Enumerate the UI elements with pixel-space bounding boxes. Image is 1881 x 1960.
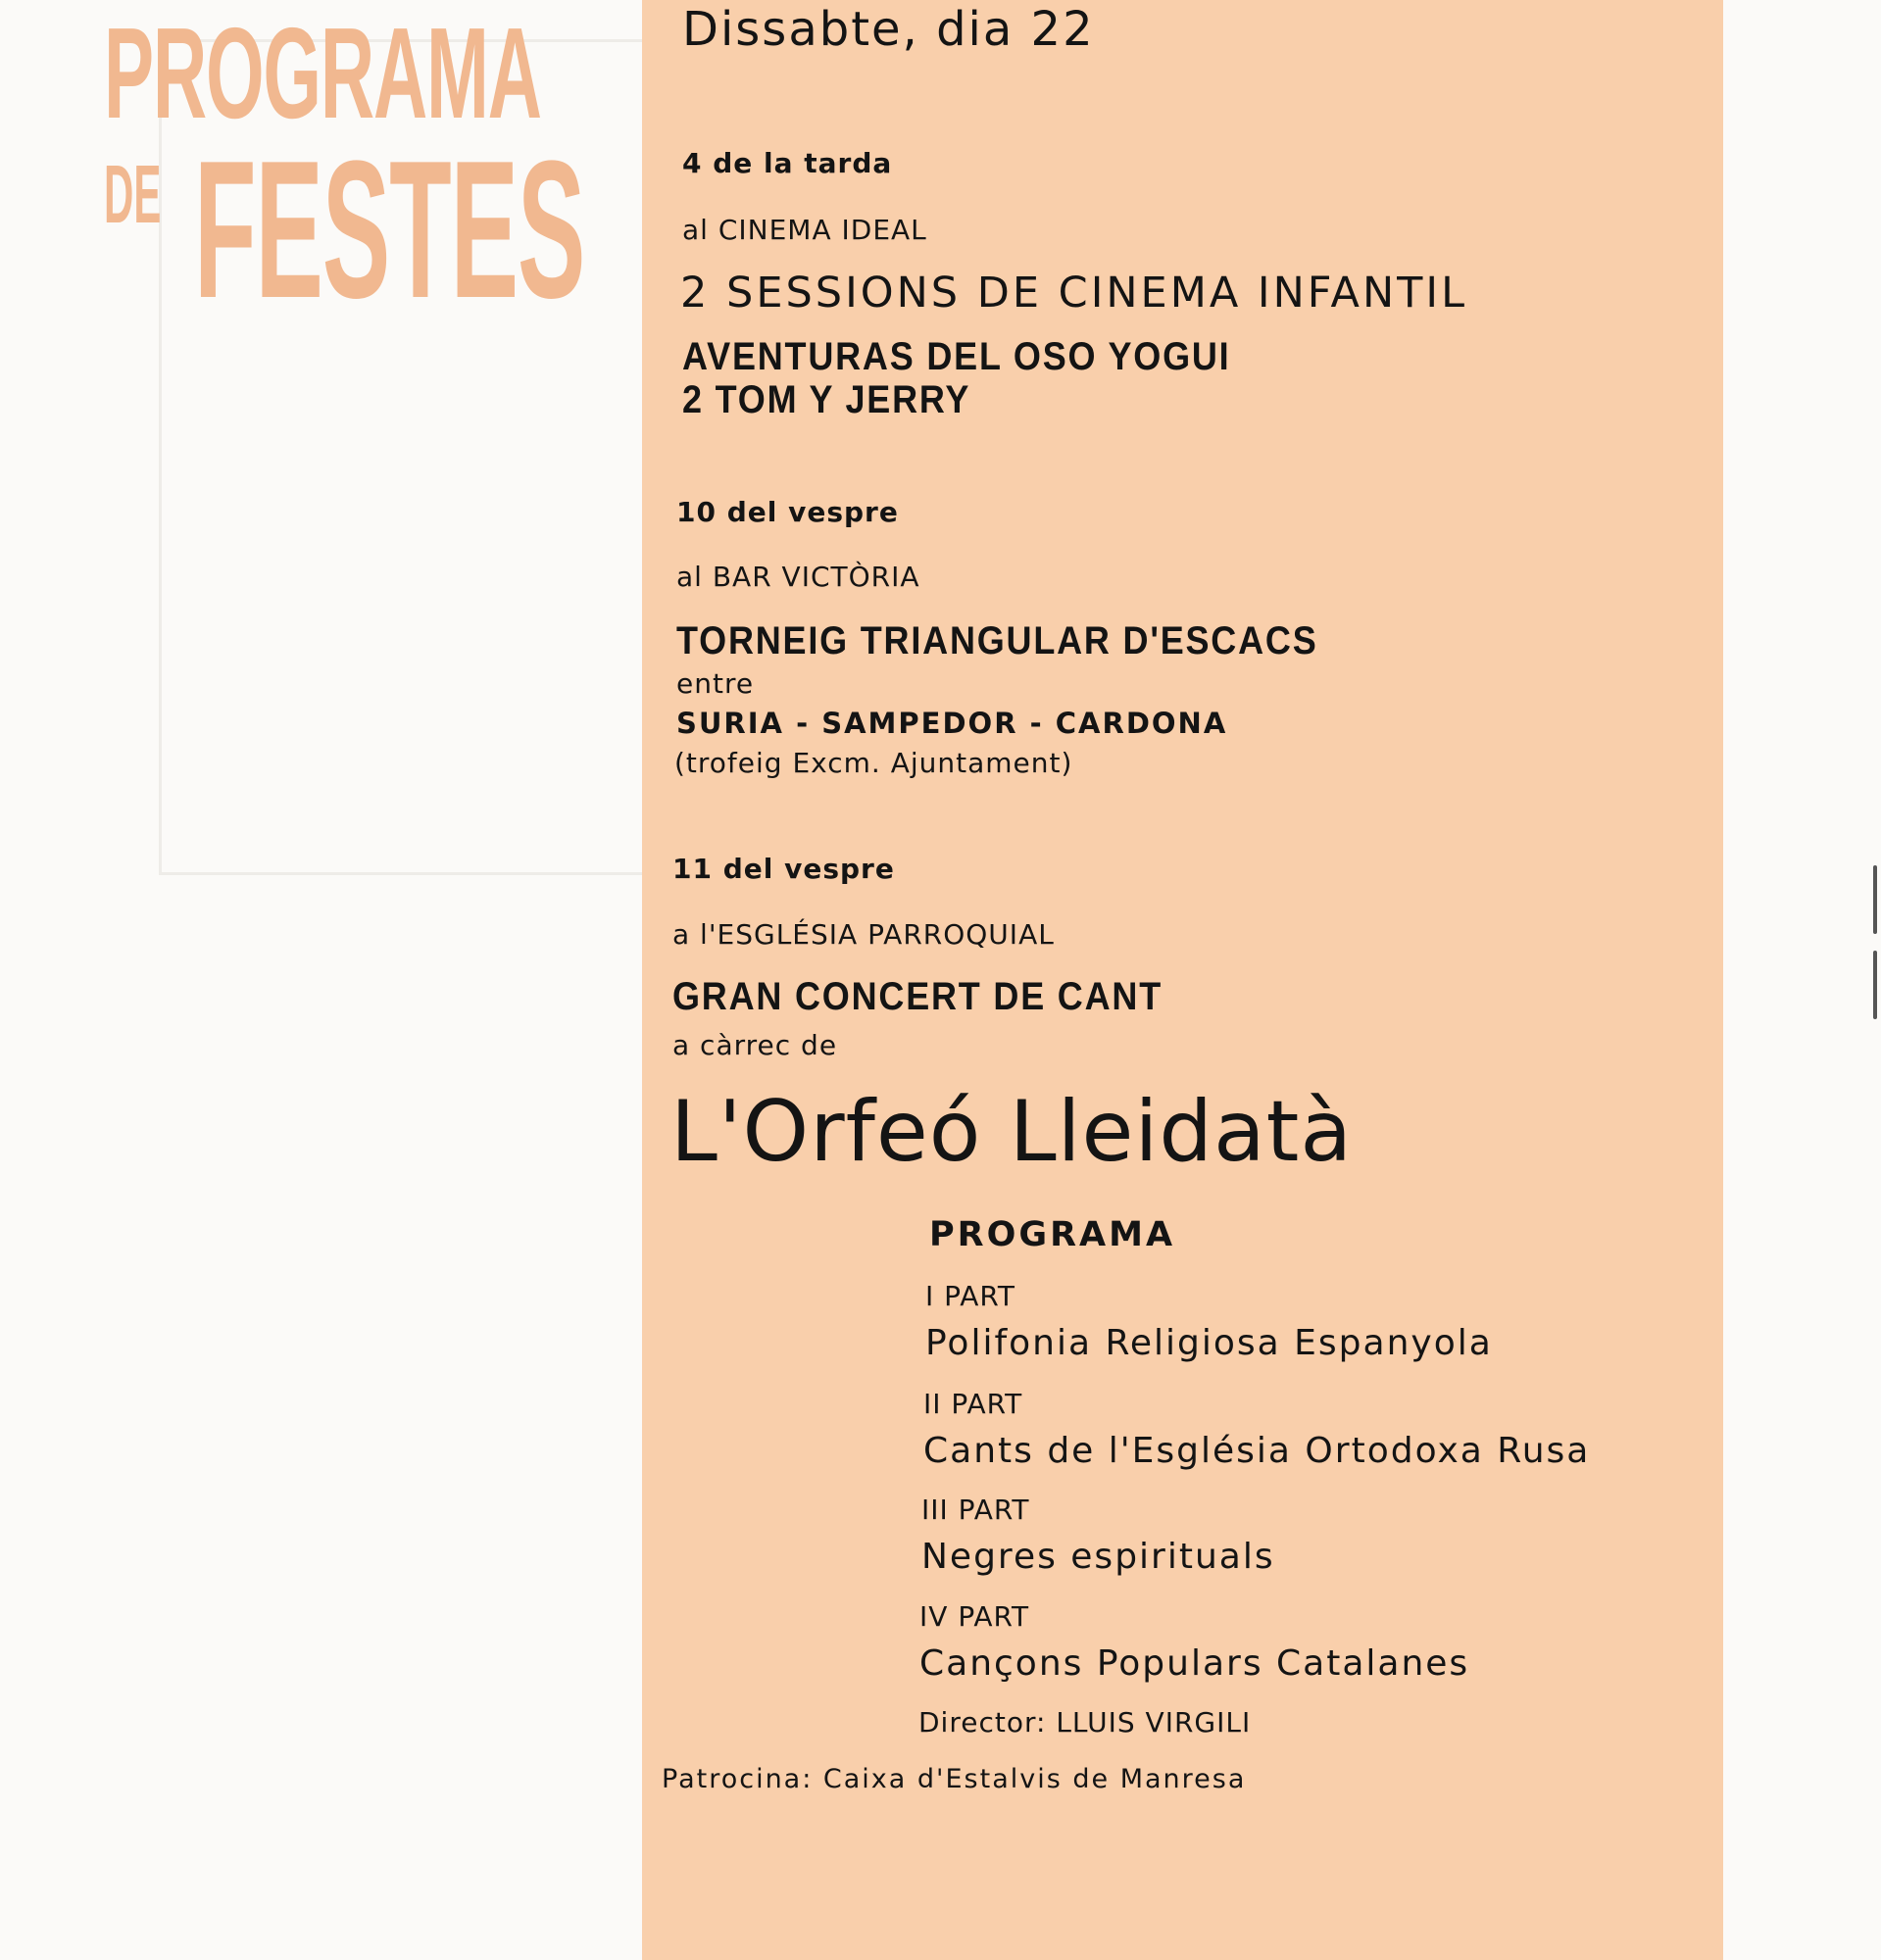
staple-icon [1873, 951, 1877, 1019]
header-de: DE [104, 148, 162, 240]
event-2-teams: SURIA - SAMPEDOR - CARDONA [676, 707, 1228, 740]
event-2-between: entre [676, 667, 755, 700]
staple-icon [1873, 865, 1877, 934]
programme-part-1-label: I PART [925, 1280, 1015, 1312]
programme-part-1-title: Polifonia Religiosa Espanyola [925, 1323, 1493, 1363]
programme-part-4-label: IV PART [919, 1600, 1030, 1633]
programme-part-3-label: III PART [921, 1494, 1030, 1526]
event-1-film-2: 2 TOM Y JERRY [682, 378, 971, 421]
programme-part-4-title: Cançons Populars Catalanes [919, 1643, 1470, 1684]
programme-director: Director: LLUIS VIRGILI [918, 1706, 1252, 1739]
event-1-title: 2 SESSIONS DE CINEMA INFANTIL [680, 269, 1468, 318]
event-3-title: GRAN CONCERT DE CANT [672, 975, 1163, 1018]
event-1-time: 4 de la tarda [682, 147, 893, 179]
event-1-venue: al CINEMA IDEAL [682, 214, 927, 246]
header-festes: FESTES [194, 121, 585, 339]
event-2-title: TORNEIG TRIANGULAR D'ESCACS [676, 619, 1318, 662]
event-2-trophy: (trofeig Excm. Ajuntament) [674, 747, 1073, 779]
event-2-venue: al BAR VICTÒRIA [676, 561, 920, 593]
day-heading: Dissabte, dia 22 [682, 2, 1095, 57]
event-3-time: 11 del vespre [672, 853, 895, 885]
sponsor-line: Patrocina: Caixa d'Estalvis de Manresa [662, 1764, 1247, 1794]
event-1-film-1: AVENTURAS DEL OSO YOGUI [682, 335, 1231, 378]
event-3-venue: a l'ESGLÉSIA PARROQUIAL [672, 918, 1055, 951]
programme-heading: PROGRAMA [929, 1215, 1176, 1254]
header-programa: PROGRAMA [104, 1, 541, 145]
programme-part-3-title: Negres espirituals [921, 1537, 1275, 1577]
programme-part-2-title: Cants de l'Església Ortodoxa Rusa [923, 1431, 1591, 1471]
programme-part-2-label: II PART [923, 1388, 1023, 1420]
event-3-by: a càrrec de [672, 1029, 838, 1061]
event-3-performer: L'Orfeó Lleidatà [670, 1083, 1354, 1181]
event-2-time: 10 del vespre [676, 496, 899, 528]
